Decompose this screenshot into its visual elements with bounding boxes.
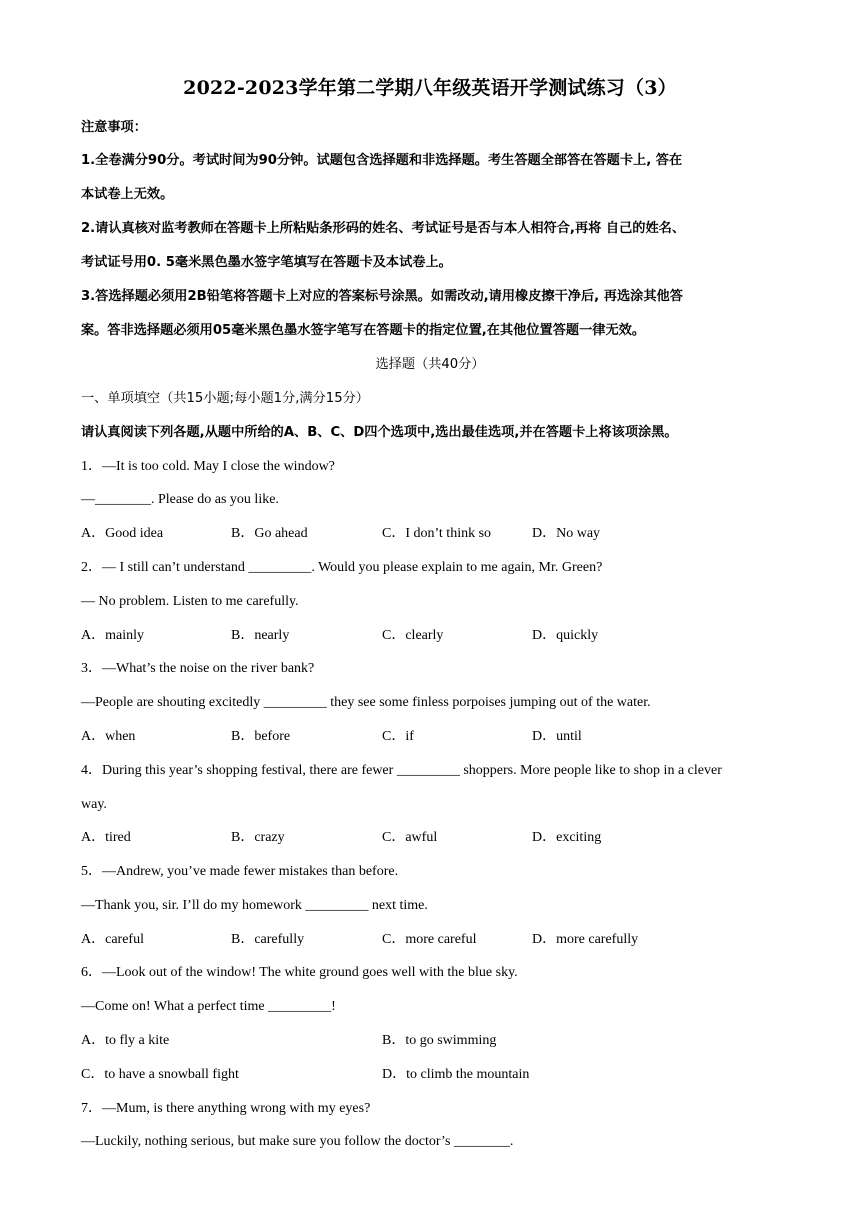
question-3-stem: 3．—What’s the noise on the river bank? — [81, 661, 315, 676]
question-4-option-d: D．exciting — [532, 830, 602, 845]
question-6-option-b: B．to go swimming — [382, 1033, 497, 1048]
question-5-option-d: D．more carefully — [532, 932, 639, 947]
question-6-option-a: A．to fly a kite — [81, 1033, 170, 1048]
question-5-option-c: C．more careful — [382, 932, 477, 947]
question-2-option-c: C．clearly — [382, 628, 444, 643]
notice-item-2-line-1: 2.请认真核对监考教师在答题卡上所粘贴条形码的姓名、考试证号是否与本人相符合,再将 自己的姓名、 — [81, 221, 686, 236]
question-7-stem: 7．—Mum, is there anything wrong with my eyes? — [81, 1101, 371, 1116]
question-6-option-d: D．to climb the mountain — [382, 1067, 530, 1082]
question-1-option-b: B．Go ahead — [231, 526, 308, 541]
question-2-option-a: A．mainly — [81, 628, 144, 643]
question-6-option-c: C．to have a snowball fight — [81, 1067, 239, 1082]
section-sub-title: 一、单项填空（共15小题;每小题1分,满分15分） — [81, 391, 369, 406]
question-2-option-b: B．nearly — [231, 628, 290, 643]
question-2-stem: 2．— I still can’t understand _________. Would you please explain to me again, Mr. Green? — [81, 560, 603, 575]
question-4-option-c: C．awful — [382, 830, 438, 845]
question-3-option-d: D．until — [532, 729, 582, 744]
question-4-option-a: A．tired — [81, 830, 131, 845]
notice-heading: 注意事项： — [81, 120, 147, 135]
question-5-option-b: B．carefully — [231, 932, 305, 947]
section-part-title: 选择题（共40分） — [375, 357, 485, 372]
question-2-reply: — No problem. Listen to me carefully. — [81, 594, 299, 609]
question-3-option-b: B．before — [231, 729, 291, 744]
notice-item-1-line-2: 本试卷上无效。 — [81, 187, 174, 202]
question-5-option-a: A．careful — [81, 932, 144, 947]
question-4-stem-continued: way. — [81, 797, 107, 812]
question-1-option-c: C．I don’t think so — [382, 526, 492, 541]
notice-item-2-line-2: 考试证号用0. 5毫米黑色墨水签字笔填写在答题卡及本试卷上。 — [81, 255, 452, 270]
question-1-reply: —________. Please do as you like. — [81, 492, 279, 507]
question-5-reply: —Thank you, sir. I’ll do my homework _________ next time. — [81, 898, 428, 913]
page-title: 2022-2023学年第二学期八年级英语开学测试练习（3） — [183, 77, 677, 99]
question-6-reply: —Come on! What a perfect time _________! — [81, 999, 336, 1014]
question-5-stem: 5．—Andrew, you’ve made fewer mistakes than before. — [81, 864, 399, 879]
question-3-reply: —People are shouting excitedly _________ they see some finless porpoises jumping out of the water. — [81, 695, 651, 710]
notice-item-3-line-2: 案。答非选择题必须用05毫米黑色墨水签字笔写在答题卡的指定位置,在其他位置答题一律无效。 — [81, 323, 646, 338]
question-7-reply: —Luckily, nothing serious, but make sure you follow the doctor’s ________. — [81, 1134, 514, 1149]
question-1-option-a: A．Good idea — [81, 526, 164, 541]
question-1-option-d: D．No way — [532, 526, 601, 541]
notice-item-1-line-1: 1.全卷满分90分。考试时间为90分钟。试题包含选择题和非选择题。考生答题全部答在答题卡上, 答在 — [81, 153, 683, 168]
question-6-stem: 6．—Look out of the window! The white ground goes well with the blue sky. — [81, 965, 518, 980]
question-3-option-c: C．if — [382, 729, 414, 744]
question-4-option-b: B．crazy — [231, 830, 285, 845]
notice-item-3-line-1: 3.答选择题必须用2B铅笔将答题卡上对应的答案标号涂黑。如需改动,请用橡皮擦干净后, 再选涂其他答 — [81, 289, 683, 304]
section-instruction: 请认真阅读下列各题,从题中所给的A、B、C、D四个选项中,选出最佳选项,并在答题卡上将该项涂黑。 — [81, 425, 678, 440]
question-2-option-d: D．quickly — [532, 628, 599, 643]
question-3-option-a: A．when — [81, 729, 136, 744]
question-4-stem: 4．During this year’s shopping festival, there are fewer _________ shoppers. More people like to shop in a clever — [81, 763, 722, 778]
question-1-stem: 1．—It is too cold. May I close the window? — [81, 459, 335, 474]
